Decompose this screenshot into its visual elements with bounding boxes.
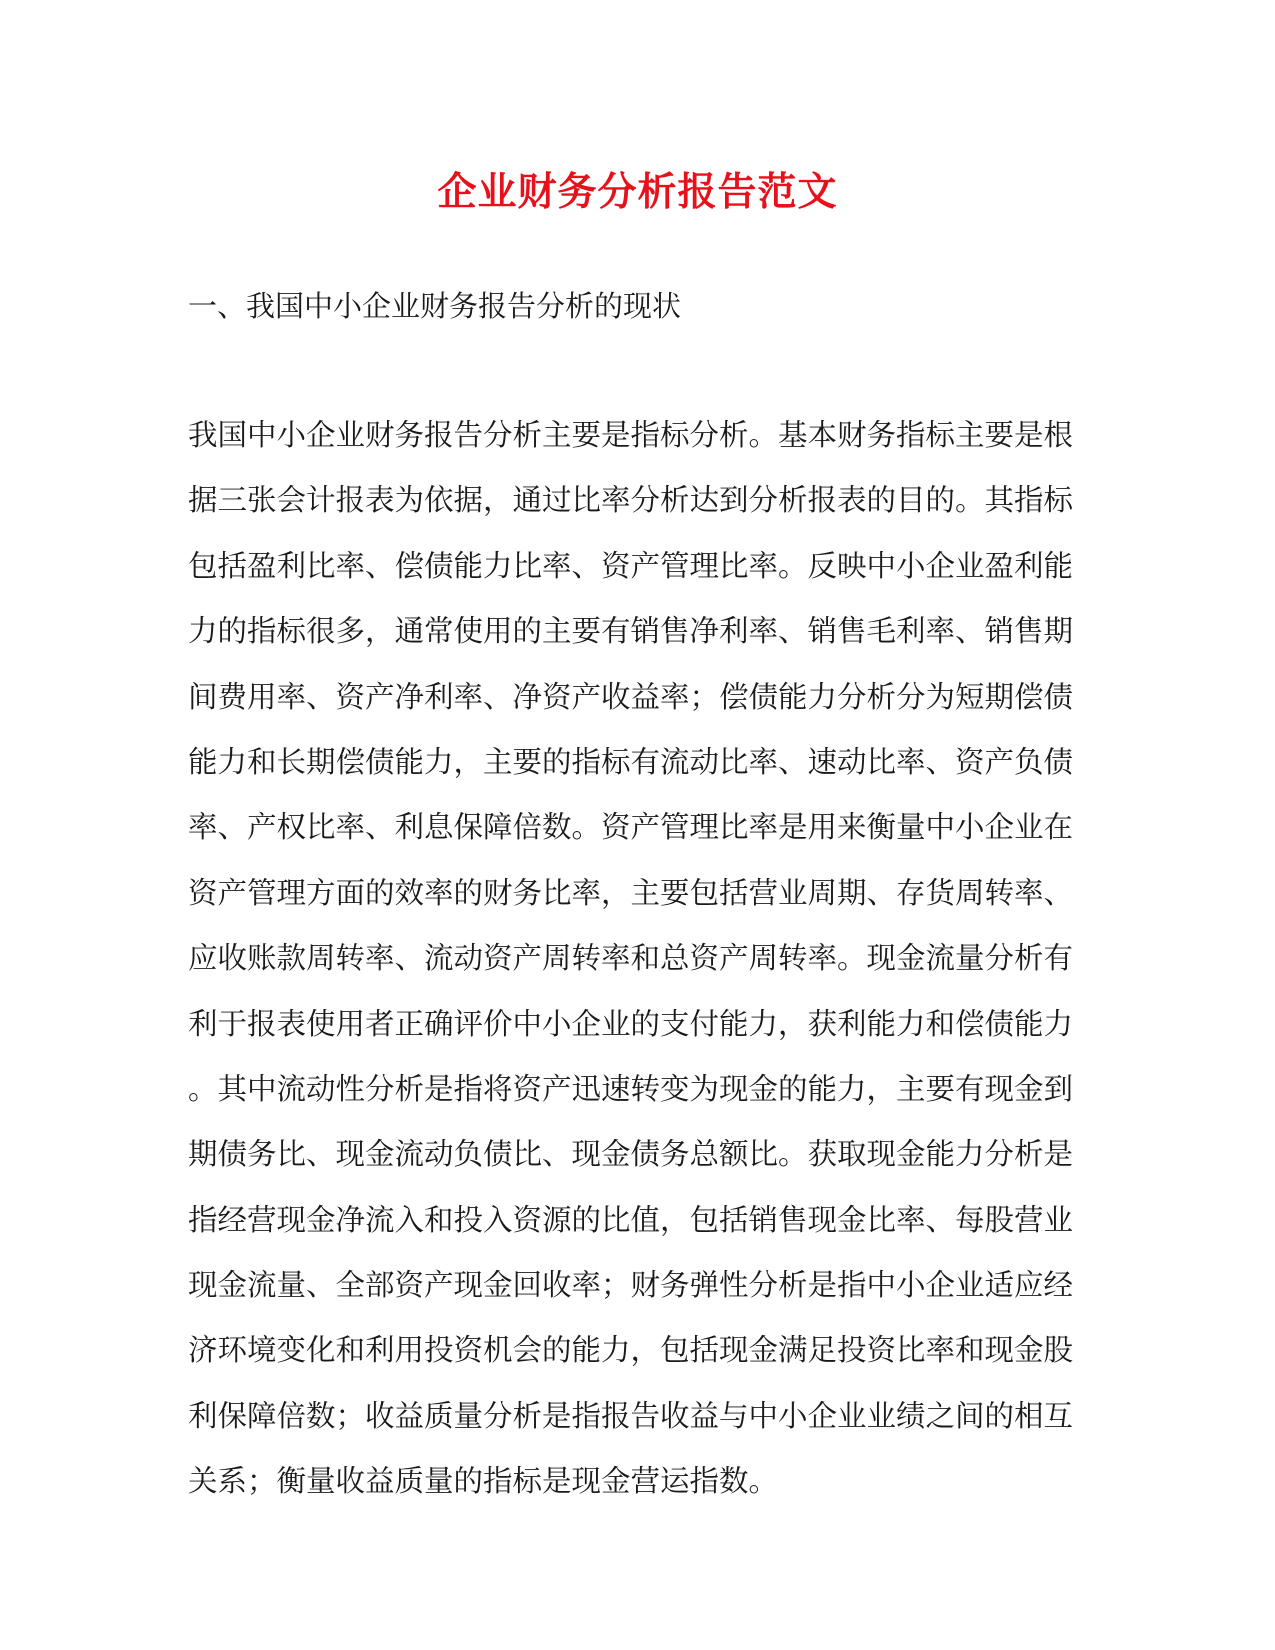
paragraph-line: 应收账款周转率、流动资产周转率和总资产周转率。现金流量分析有 — [188, 941, 1074, 976]
paragraph-line: 间费用率、资产净利率、净资产收益率；偿债能力分析分为短期偿债 — [188, 679, 1074, 714]
paragraph-line: 指经营现金净流入和投入资源的比值，包括销售现金比率、每股营业 — [188, 1202, 1074, 1237]
paragraph-line: 期债务比、现金流动负债比、现金债务总额比。获取现金能力分析是 — [188, 1137, 1074, 1172]
paragraph-line: 率、产权比率、利息保障倍数。资产管理比率是用来衡量中小企业在 — [188, 810, 1074, 845]
paragraph-line: 据三张会计报表为依据，通过比率分析达到分析报表的目的。其指标 — [188, 483, 1074, 518]
paragraph-line: 济环境变化和利用投资机会的能力，包括现金满足投资比率和现金股 — [188, 1333, 1074, 1368]
paragraph-line: 力的指标很多，通常使用的主要有销售净利率、销售毛利率、销售期 — [188, 614, 1074, 649]
paragraph-line: 利保障倍数；收益质量分析是指报告收益与中小企业业绩之间的相互 — [188, 1398, 1074, 1433]
paragraph-line: 包括盈利比率、偿债能力比率、资产管理比率。反映中小企业盈利能 — [188, 548, 1074, 583]
section-heading: 一、我国中小企业财务报告分析的现状 — [188, 289, 682, 323]
paragraph-line: 利于报表使用者正确评价中小企业的支付能力，获利能力和偿债能力 — [188, 1006, 1074, 1041]
paragraph-line: 能力和长期偿债能力，主要的指标有流动比率、速动比率、资产负债 — [188, 744, 1074, 779]
paragraph-line: 我国中小企业财务报告分析主要是指标分析。基本财务指标主要是根 — [188, 418, 1074, 452]
paragraph-line: 关系；衡量收益质量的指标是现金营运指数。 — [188, 1464, 779, 1499]
paragraph-line: 现金流量、全部资产现金回收率；财务弹性分析是指中小企业适应经 — [188, 1268, 1074, 1303]
paragraph-line: 资产管理方面的效率的财务比率，主要包括营业周期、存货周转率、 — [188, 875, 1074, 910]
paragraph-line: 。其中流动性分析是指将资产迅速转变为现金的能力，主要有现金到 — [188, 1071, 1074, 1106]
document-title: 企业财务分析报告范文 — [437, 169, 838, 215]
body-paragraph — [188, 403, 1074, 1515]
